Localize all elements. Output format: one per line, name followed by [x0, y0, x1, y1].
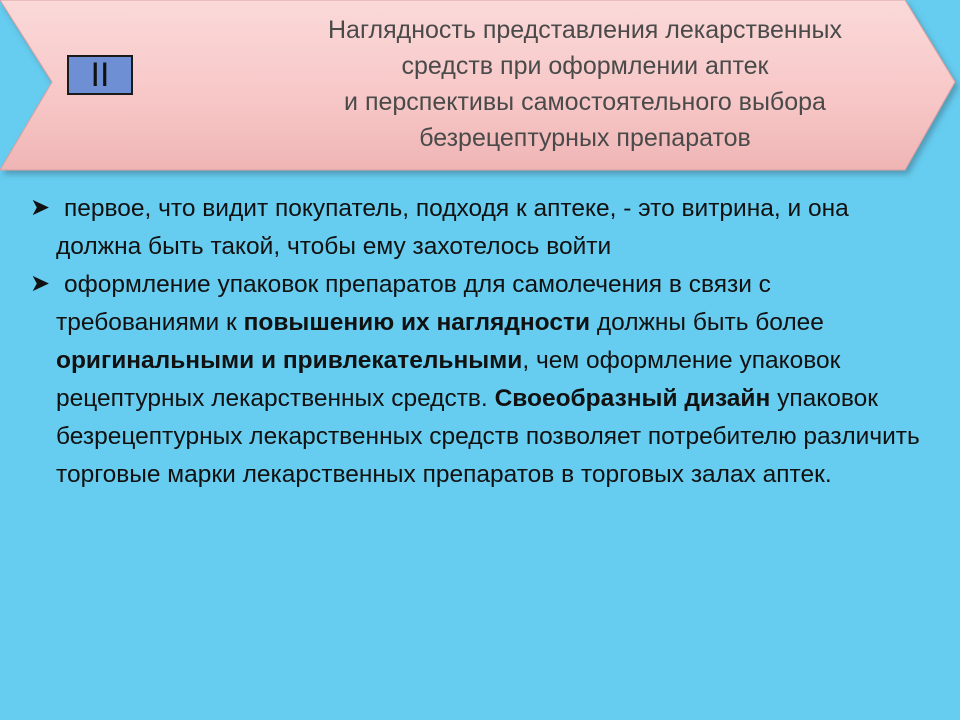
title-line: безрецептурных препаратов	[419, 124, 751, 152]
title-line: средств при оформлении аптек	[401, 52, 769, 80]
arrowhead-bullet-icon: ➤	[30, 270, 51, 297]
emphasis-text: оригинальными и привлекательными	[56, 347, 523, 374]
title-line: Наглядность представления лекарственных	[327, 16, 842, 44]
bullet-item	[30, 266, 920, 494]
bullet-list	[30, 190, 920, 494]
bullet-item	[30, 190, 920, 266]
emphasis-text: Своеобразный дизайн	[494, 385, 771, 412]
emphasis-text: повышению их наглядности	[243, 309, 591, 336]
page-title	[250, 12, 920, 156]
title-line: и перспективы самостоятельного выбора	[344, 88, 826, 116]
arrowhead-bullet-icon: ➤	[30, 194, 51, 221]
section-number-badge: II	[67, 55, 133, 95]
bullet-text: оформление упаковок препаратов для самолечения в связи с требованиями к повышению их наглядности должны быть более оригинальными и привлекательными, чем оформление упаковок рецептурных лекарственных средств. Своеобразный дизайн упаковок безрецептурных лекарственных средств позволяет потребителю различить торговые марки лекарственных препаратов в торговых залах аптек.	[56, 271, 920, 488]
bullet-text: первое, что видит покупатель, подходя к аптеке, - это витрина, и она должна быть такой, чтобы ему захотелось войти	[56, 195, 849, 260]
